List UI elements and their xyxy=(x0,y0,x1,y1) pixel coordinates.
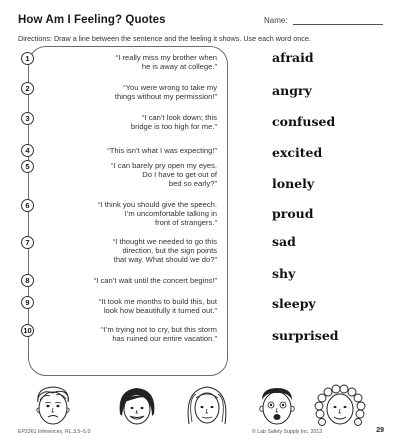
quote-text: “I can’t wait until the concert begins!” xyxy=(93,276,217,285)
sad-face-icon xyxy=(28,384,78,428)
page-title: How Am I Feeling? Quotes xyxy=(18,14,166,26)
smiling-girl-face-icon xyxy=(112,384,162,428)
worksheet-header xyxy=(18,14,384,30)
quote-text: “This isn’t what I was expecting!” xyxy=(107,146,217,155)
quote-text: “I can barely pry open my eyes. Do I have to get out of bed so early?” xyxy=(111,161,217,189)
feeling-word-surprised: surprised xyxy=(272,328,339,343)
feeling-word-sleepy: sleepy xyxy=(272,296,316,311)
feeling-word-proud: proud xyxy=(272,206,314,221)
quote-number: 8 xyxy=(21,274,34,287)
faces-illustration xyxy=(22,384,382,424)
feeling-word-shy: shy xyxy=(272,266,296,281)
name-line[interactable] xyxy=(293,24,383,25)
name-label: Name: xyxy=(264,16,288,25)
quote-text: “I really miss my brother when he is away at college.” xyxy=(115,53,217,72)
quote-number: 9 xyxy=(21,296,34,309)
feeling-word-angry: angry xyxy=(272,83,312,98)
quote-number: 5 xyxy=(21,160,34,173)
feeling-word-lonely: lonely xyxy=(272,176,315,191)
quote-text: “You were wrong to take my things without my permission!” xyxy=(114,83,217,102)
quote-number: 6 xyxy=(21,199,34,212)
surprised-face-icon xyxy=(252,384,302,428)
footer-product-code: EP2361 Inferences, RL.3.5–5.0 xyxy=(18,429,91,435)
page-number: 29 xyxy=(376,427,384,434)
quote-number: 10 xyxy=(21,324,34,337)
footer-copyright: © Lab Safety Supply Inc. 2013 xyxy=(252,429,323,435)
feeling-word-afraid: afraid xyxy=(272,50,314,65)
quote-number: 7 xyxy=(21,236,34,249)
quote-number: 3 xyxy=(21,112,34,125)
feeling-word-confused: confused xyxy=(272,114,336,129)
feeling-word-sad: sad xyxy=(272,234,296,249)
quote-number: 2 xyxy=(21,82,34,95)
quote-text: “I can’t look down; this bridge is too high for me.” xyxy=(130,113,217,132)
neutral-girl-face-icon xyxy=(182,384,232,428)
quote-number: 4 xyxy=(21,144,34,157)
curly-hair-face-icon xyxy=(312,384,368,428)
quote-text: “I thought we needed to go this direction, but the sign points that way. What should we do?” xyxy=(112,237,217,265)
page-footer xyxy=(18,427,384,437)
quote-text: “It took me months to build this, but look how beautifully it turned out.” xyxy=(98,297,217,316)
directions-text: Directions: Draw a line between the sentence and the feeling it shows. Use each word once. xyxy=(18,34,311,43)
quote-number: 1 xyxy=(21,52,34,65)
quote-text: “I think you should give the speech. I’m uncomfortable talking in front of strangers.” xyxy=(97,200,217,228)
quote-text: “I’m trying not to cry, but this storm has ruined our entire vacation.” xyxy=(101,325,217,344)
feeling-word-excited: excited xyxy=(272,145,323,160)
